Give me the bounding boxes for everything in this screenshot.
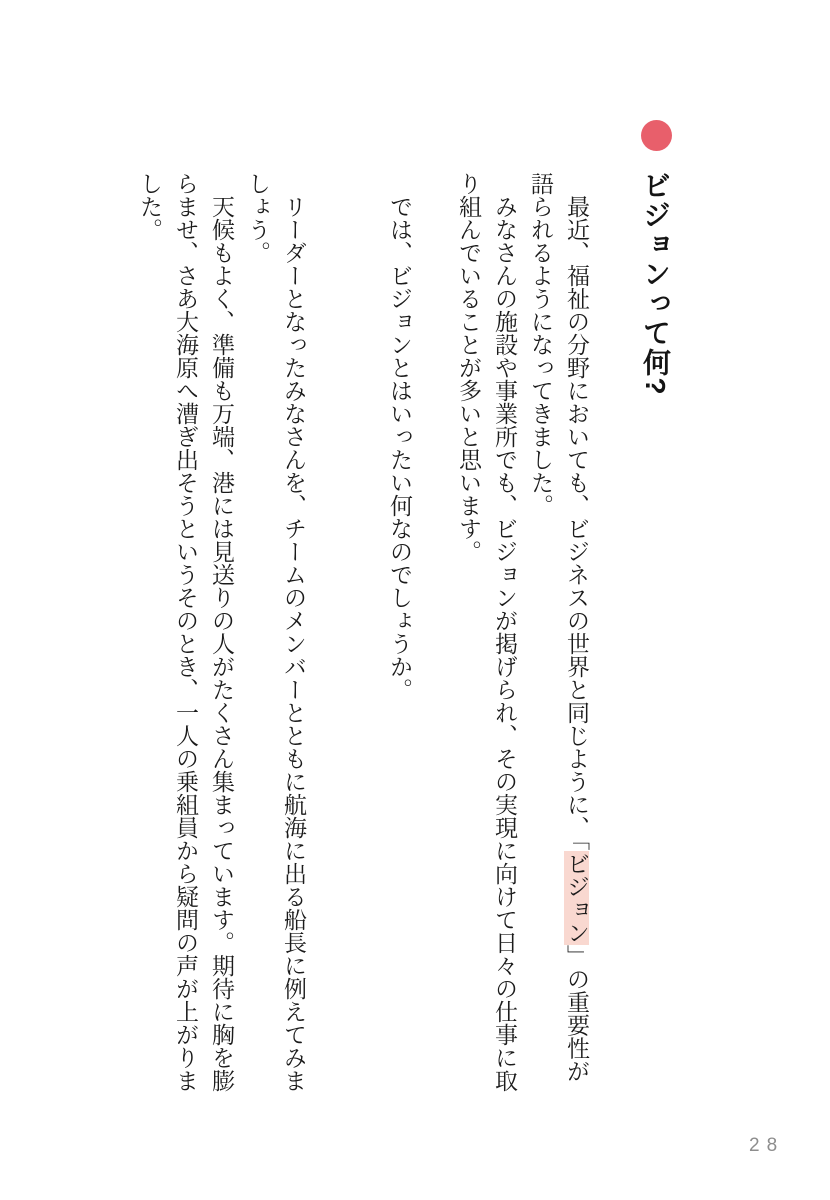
paragraph — [522, 172, 594, 1097]
paragraph: リーダーとなったみなさんを、チームのメンバーとともに航海に出る船長に例えてみましょう。 — [245, 172, 306, 1092]
paragraph: みなさんの施設や事業所でも、ビジョンが掲げられ、その実現に向けて日々の仕事に取り組んでいることが多いと思います。 — [456, 172, 517, 1092]
page-number: 28 — [749, 1135, 785, 1156]
section-bullet-icon — [641, 120, 672, 151]
paragraph-text: 」の重要性が語られるようになってきました。 — [528, 172, 589, 1083]
paragraph: 天候もよく、準備も万端、港には見送りの人がたくさん集まっています。期待に胸を膨らませ、さあ大海原へ漕ぎ出そうというそのとき、一人の乗組員から疑問の声が上がりました。 — [137, 172, 234, 1092]
paragraph-text: 最近、福祉の分野においても、ビジネスの世界と同じように、「 — [564, 195, 589, 851]
vision-highlight: ビジョン — [564, 851, 589, 944]
body-text — [131, 172, 594, 1097]
section-title: ビジョンって何? — [640, 171, 671, 397]
paragraph: では、ビジョンとはいったい何なのでしょうか。 — [387, 195, 412, 701]
